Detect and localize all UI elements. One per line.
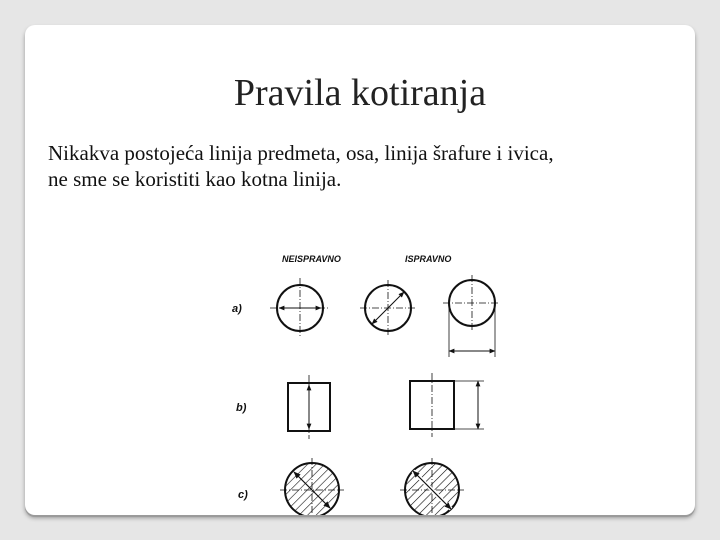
body-line-1: Nikakva postojeća linija predmeta, osa, linija šrafure i ivica, bbox=[48, 141, 554, 165]
row-label-b: b) bbox=[236, 402, 247, 414]
row-c-correct bbox=[400, 458, 464, 515]
row-a-wrong-1 bbox=[270, 278, 330, 338]
slide bbox=[25, 25, 695, 515]
row-a-wrong-2 bbox=[360, 280, 416, 336]
row-b-wrong bbox=[288, 375, 330, 439]
row-label-a: a) bbox=[232, 303, 242, 315]
dimensioning-drawing bbox=[200, 215, 500, 515]
header-wrong: NEISPRAVNO bbox=[282, 254, 341, 264]
row-a-correct bbox=[443, 275, 500, 357]
body-line-2: ne sme se koristiti kao kotna linija. bbox=[48, 167, 342, 191]
slide-title: Pravila kotiranja bbox=[233, 72, 487, 114]
row-b-correct bbox=[410, 373, 484, 437]
header-right: ISPRAVNO bbox=[405, 254, 452, 264]
row-label-c: c) bbox=[238, 489, 248, 501]
slide-body-text bbox=[48, 140, 678, 192]
row-c-wrong bbox=[280, 458, 344, 515]
dimensioning-figure bbox=[200, 215, 500, 515]
